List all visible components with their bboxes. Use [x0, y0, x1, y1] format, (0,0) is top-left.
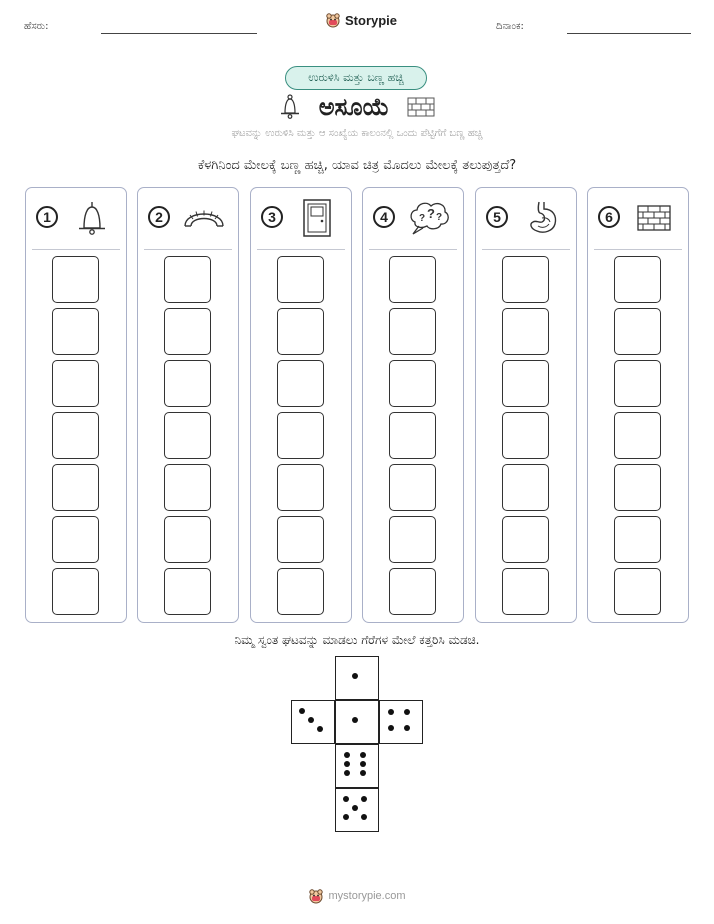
dice-face-right: [379, 700, 423, 744]
color-box[interactable]: [614, 308, 661, 355]
column-5: [475, 187, 577, 623]
column-header: [363, 188, 463, 250]
column-6: [587, 187, 689, 623]
color-box[interactable]: [502, 412, 549, 459]
footer: [0, 888, 714, 904]
dice-pip: [361, 796, 367, 802]
color-box[interactable]: [164, 464, 211, 511]
column-number: 4: [373, 206, 395, 228]
dice-pip: [343, 814, 349, 820]
dice-pip: [361, 814, 367, 820]
color-box[interactable]: [502, 360, 549, 407]
color-box[interactable]: [277, 360, 324, 407]
svg-text:?: ?: [419, 213, 426, 224]
dice-face-bottom: [335, 744, 379, 788]
column-1: [25, 187, 127, 623]
name-line[interactable]: [101, 33, 257, 34]
column-number: 3: [261, 206, 283, 228]
subtitle: ಘಟವನ್ನು ಉರುಳಿಸಿ ಮತ್ತು ಆ ಸಂಖ್ಯೆಯ ಕಾಲಂನಲ್ಲಿ ಒಂದು ಪೆಟ್ಟಿಗೆಗೆ ಬಣ್ಣ ಹಚ್ಚಿ: [231, 128, 483, 139]
color-box[interactable]: [614, 360, 661, 407]
dice-pip: [388, 709, 394, 715]
dice-pip: [352, 717, 358, 723]
color-box[interactable]: [277, 516, 324, 563]
door-icon: [295, 198, 339, 238]
column-divider: [257, 249, 345, 250]
dice-caption: ನಿಮ್ಮ ಸ್ವಂತ ಘಟವನ್ನು ಮಾಡಲು ಗೆರೆಗಳ ಮೇಲೆ ಕತ್ತರಿಸಿ ಮಡಚಿ.: [234, 633, 480, 647]
color-box[interactable]: [52, 412, 99, 459]
dice-pip: [343, 796, 349, 802]
title-row: [0, 93, 714, 121]
color-box[interactable]: [52, 360, 99, 407]
dice-pip: [360, 761, 366, 767]
dice-pip: [360, 752, 366, 758]
color-box[interactable]: [389, 360, 436, 407]
color-box[interactable]: [277, 256, 324, 303]
column-header: [26, 188, 126, 250]
color-box[interactable]: [502, 516, 549, 563]
color-box[interactable]: [164, 308, 211, 355]
color-box[interactable]: [277, 412, 324, 459]
column-divider: [32, 249, 120, 250]
color-box[interactable]: [52, 256, 99, 303]
dice-pip: [360, 770, 366, 776]
activity-tag: ಉರುಳಿಸಿ ಮತ್ತು ಬಣ್ಣ ಹಚ್ಚಿ: [285, 66, 427, 90]
dice-pip: [352, 673, 358, 679]
color-box[interactable]: [277, 568, 324, 615]
storypie-mascot-icon: [325, 12, 341, 28]
color-box[interactable]: [164, 360, 211, 407]
color-box[interactable]: [502, 308, 549, 355]
column-divider: [369, 249, 457, 250]
color-box[interactable]: [164, 256, 211, 303]
column-number: 1: [36, 206, 58, 228]
column-number: 2: [148, 206, 170, 228]
color-box[interactable]: [389, 568, 436, 615]
color-box[interactable]: [502, 256, 549, 303]
column-header: [476, 188, 576, 250]
date-label: ದಿನಾಂಕ:: [496, 21, 524, 32]
column-number: 5: [486, 206, 508, 228]
color-box[interactable]: [164, 568, 211, 615]
footer-url[interactable]: mystorypie.com: [328, 890, 406, 902]
dice-pip: [388, 725, 394, 731]
color-box[interactable]: [277, 308, 324, 355]
brand-name: Storypie: [345, 12, 398, 28]
brand-logo: [325, 12, 397, 28]
column-header: [588, 188, 688, 250]
dice-face-top: [335, 656, 379, 700]
color-box[interactable]: [502, 568, 549, 615]
dice-pip: [404, 709, 410, 715]
dice-pip: [352, 805, 358, 811]
column-3: [250, 187, 352, 623]
dice-pip: [344, 770, 350, 776]
color-box[interactable]: [389, 412, 436, 459]
dice-pip: [344, 752, 350, 758]
dice-pip: [299, 708, 305, 714]
dice-pip: [308, 717, 314, 723]
color-box[interactable]: [389, 256, 436, 303]
name-label: ಹೆಸರು:: [24, 21, 49, 32]
color-box[interactable]: [164, 412, 211, 459]
date-line[interactable]: [567, 33, 691, 34]
color-box[interactable]: [614, 568, 661, 615]
color-box[interactable]: [52, 516, 99, 563]
page-title: ಅಸೂಯೆ: [318, 93, 390, 121]
dice-pip: [344, 761, 350, 767]
color-box[interactable]: [52, 464, 99, 511]
instruction: ಕೆಳಗಿನಿಂದ ಮೇಲಕ್ಕೆ ಬಣ್ಣ ಹಚ್ಚಿ, ಯಾವ ಚಿತ್ರ ಮೊದಲು ಮೇಲಕ್ಕೆ ತಲುಪುತ್ತದೆ?: [197, 158, 517, 173]
dice-pip: [404, 725, 410, 731]
column-divider: [482, 249, 570, 250]
column-4: [362, 187, 464, 623]
thought-bubble-icon: [407, 198, 451, 238]
color-box[interactable]: [614, 516, 661, 563]
brick-wall-icon: [632, 198, 676, 238]
color-box[interactable]: [614, 256, 661, 303]
bell-icon: [279, 94, 301, 120]
column-number: 6: [598, 206, 620, 228]
color-box[interactable]: [52, 308, 99, 355]
svg-text:?: ?: [436, 212, 443, 223]
column-divider: [144, 249, 232, 250]
dice-face-center: [335, 700, 379, 744]
storypie-mascot-icon: [308, 888, 324, 904]
stomach-icon: [520, 198, 564, 238]
color-box[interactable]: [614, 412, 661, 459]
color-box[interactable]: [52, 568, 99, 615]
bridge-icon: [182, 198, 226, 238]
column-header: [138, 188, 238, 250]
color-box[interactable]: [389, 308, 436, 355]
color-box[interactable]: [389, 464, 436, 511]
column-2: [137, 187, 239, 623]
color-box[interactable]: [277, 464, 324, 511]
color-box[interactable]: [164, 516, 211, 563]
color-box[interactable]: [614, 464, 661, 511]
brick-wall-icon: [407, 97, 435, 117]
dice-face-back: [335, 788, 379, 832]
dice-face-left: [291, 700, 335, 744]
svg-text:?: ?: [427, 206, 435, 221]
column-header: [251, 188, 351, 250]
column-divider: [594, 249, 682, 250]
dice-pip: [317, 726, 323, 732]
color-box[interactable]: [389, 516, 436, 563]
color-box[interactable]: [502, 464, 549, 511]
bell-icon: [70, 198, 114, 238]
